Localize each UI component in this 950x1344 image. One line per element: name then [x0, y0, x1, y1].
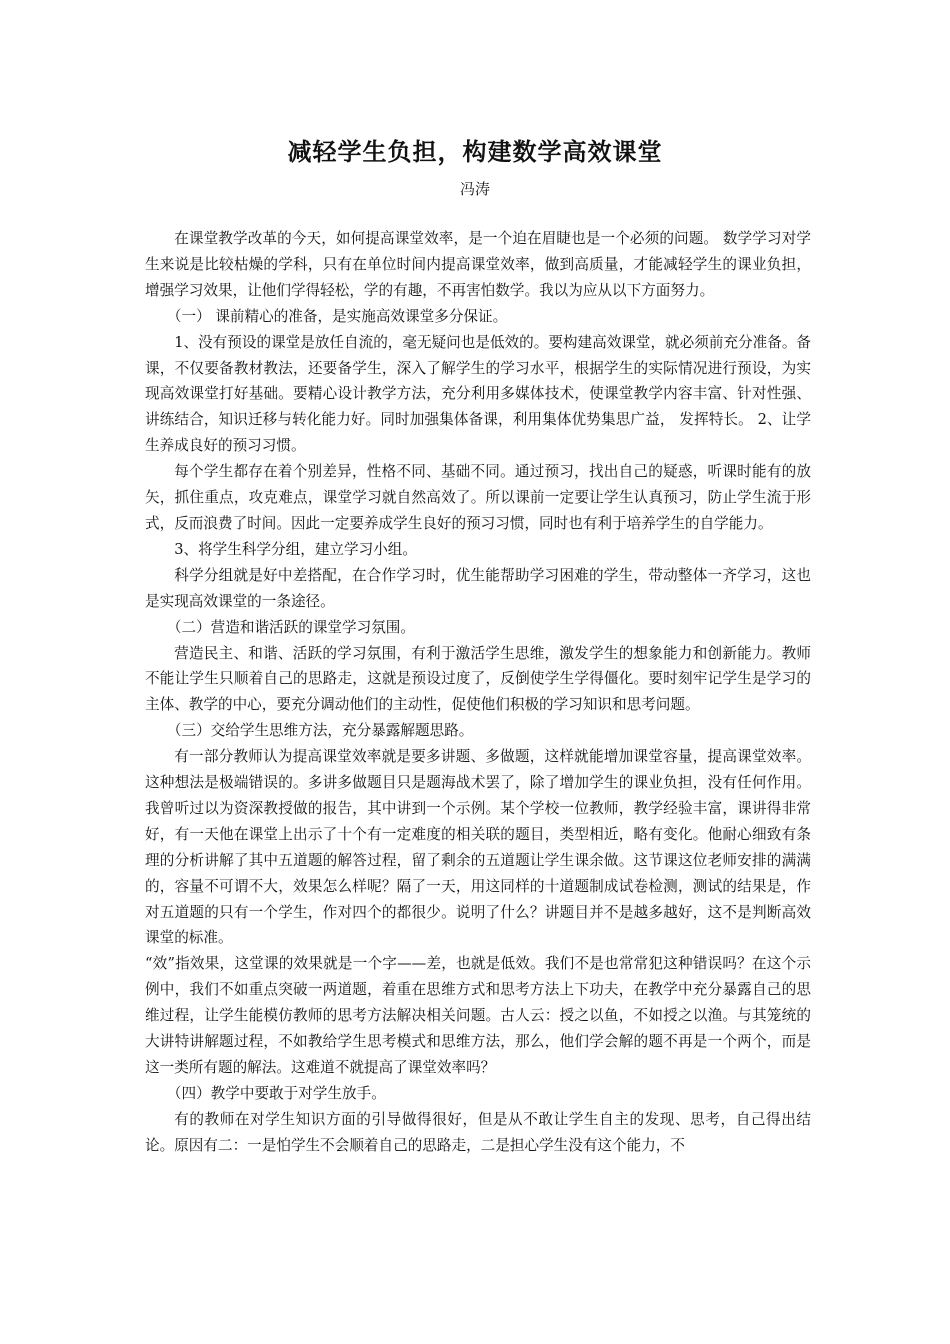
section-heading-4: （四）教学中要敢于对学生放手。: [166, 1084, 386, 1102]
paragraph-intro: 在课堂教学改革的今天，如何提高课堂效率，是一个迫在眉睫也是一个必须的问题。 数学学习对学生来说是比较枯燥的学科，只有在单位时间内提高课堂效率，做到高质量，才能减轻学生的课业负担，增强学习效果，让他们学得轻松，学的有趣，不再害怕数学。我以为应从以下方面努力。: [145, 230, 811, 299]
section-heading-1: （一） 课前精心的准备，是实施高效课堂多分保证。: [166, 307, 508, 325]
section-heading-2: （二）营造和谐活跃的课堂学习氛围。: [166, 618, 415, 636]
paragraph-letting-go: 有的教师在对学生知识方面的引导做得很好，但是从不敢让学生自主的发现、思考，自己得出结论。原因有二：一是怕学生不会顺着自己的思路走，二是担心学生没有这个能力，不: [145, 1110, 811, 1154]
paragraph-thinking-methods: 有一部分教师认为提高课堂效率就是要多讲题、多做题，这样就能增加课堂容量，提高课堂效率。这种想法是极端错误的。多讲多做题目只是题海战术罢了，除了增加学生的课业负担，没有任何作用。我曾听过以为资深教授做的报告，其中讲到一个示例。某个学校一位教师，教学经验丰富，课讲得非常好，有一天他在课堂上出示了十个有一定难度的相关联的题目，类型相近，略有变化。他耐心细致有条理的分析讲解了其中五道题的解答过程，留了剩余的五道题让学生课余做。这节课这位老师安排的满满的，容量不可谓不大，效果怎么样呢？隔了一天，用这同样的十道题制成试卷检测，测试的结果是，作对五道题的只有一个学生，作对四个的都很少。说明了什么？讲题目并不是越多越好，这不是判断高效课堂的标准。: [145, 748, 811, 947]
paragraph-atmosphere: 营造民主、和谐、活跃的学习氛围，有利于激活学生思维，激发学生的想象能力和创新能力。教师不能让学生只顺着自己的思路走，这就是预设过度了，反倒使学生学得僵化。要时刻牢记学生是学习的主体、教学的中心，要充分调动他们的主动性，促使他们积极的学习知识和思考问题。: [145, 644, 811, 714]
paragraph-preparation: 1、没有预设的课堂是放任自流的，毫无疑问也是低效的。要构建高效课堂，就必须前充分准备。备课，不仅要备教材教法，还要备学生，深入了解学生的学习水平，根据学生的实际情况进行预设，为实现高效课堂打好基础。要精心设计教学方法，充分利用多媒体技术，使课堂教学内容丰富、针对性强、讲练结合，知识迁移与转化能力好。同时加强集体备课，利用集体优势集思广益， 发挥特长。 2、让学生养成良好的预习习惯。: [145, 333, 812, 455]
paragraph-preview: 每个学生都存在着个别差异，性格不同、基础不同。通过预习，找出自己的疑惑，听课时能有的放矢，抓住重点，攻克难点，课堂学习就自然高效了。所以课前一定要让学生认真预习，防止学生流于形式，反而浪费了时间。因此一定要养成学生良好的预习习惯，同时也有利于培养学生的自学能力。: [145, 463, 811, 532]
paragraph-effect: “效”指效果，这堂课的效果就是一个字——差，也就是低效。我们不是也常常犯这种错误吗？在这个示例中，我们不如重点突破一两道题，着重在思维方式和思考方法上下功夫，在教学中充分暴露自己的思维过程，让学生能模仿教师的思考方法解决相关问题。古人云：授之以鱼，不如授之以渔。与其笼统的大讲特讲解题过程，不如教给学生思考模式和思维方法，那么，他们学会解的题不再是一个两个，而是这一类所有题的解法。这难道不就提高了课堂效率吗？: [145, 955, 811, 1076]
subheading-grouping: 3、将学生科学分组，建立学习小组。: [174, 540, 417, 558]
paragraph-grouping: 科学分组就是好中差搭配，在合作学习时，优生能帮助学习困难的学生，带动整体一齐学习，这也是实现高效课堂的一条途径。: [145, 566, 811, 610]
section-heading-3: （三）交给学生思维方法，充分暴露解题思路。: [166, 722, 474, 740]
document-title: 减轻学生负担，构建数学高效课堂: [287, 138, 663, 166]
document-author: 冯涛: [459, 180, 490, 198]
document-body: [145, 226, 811, 1159]
